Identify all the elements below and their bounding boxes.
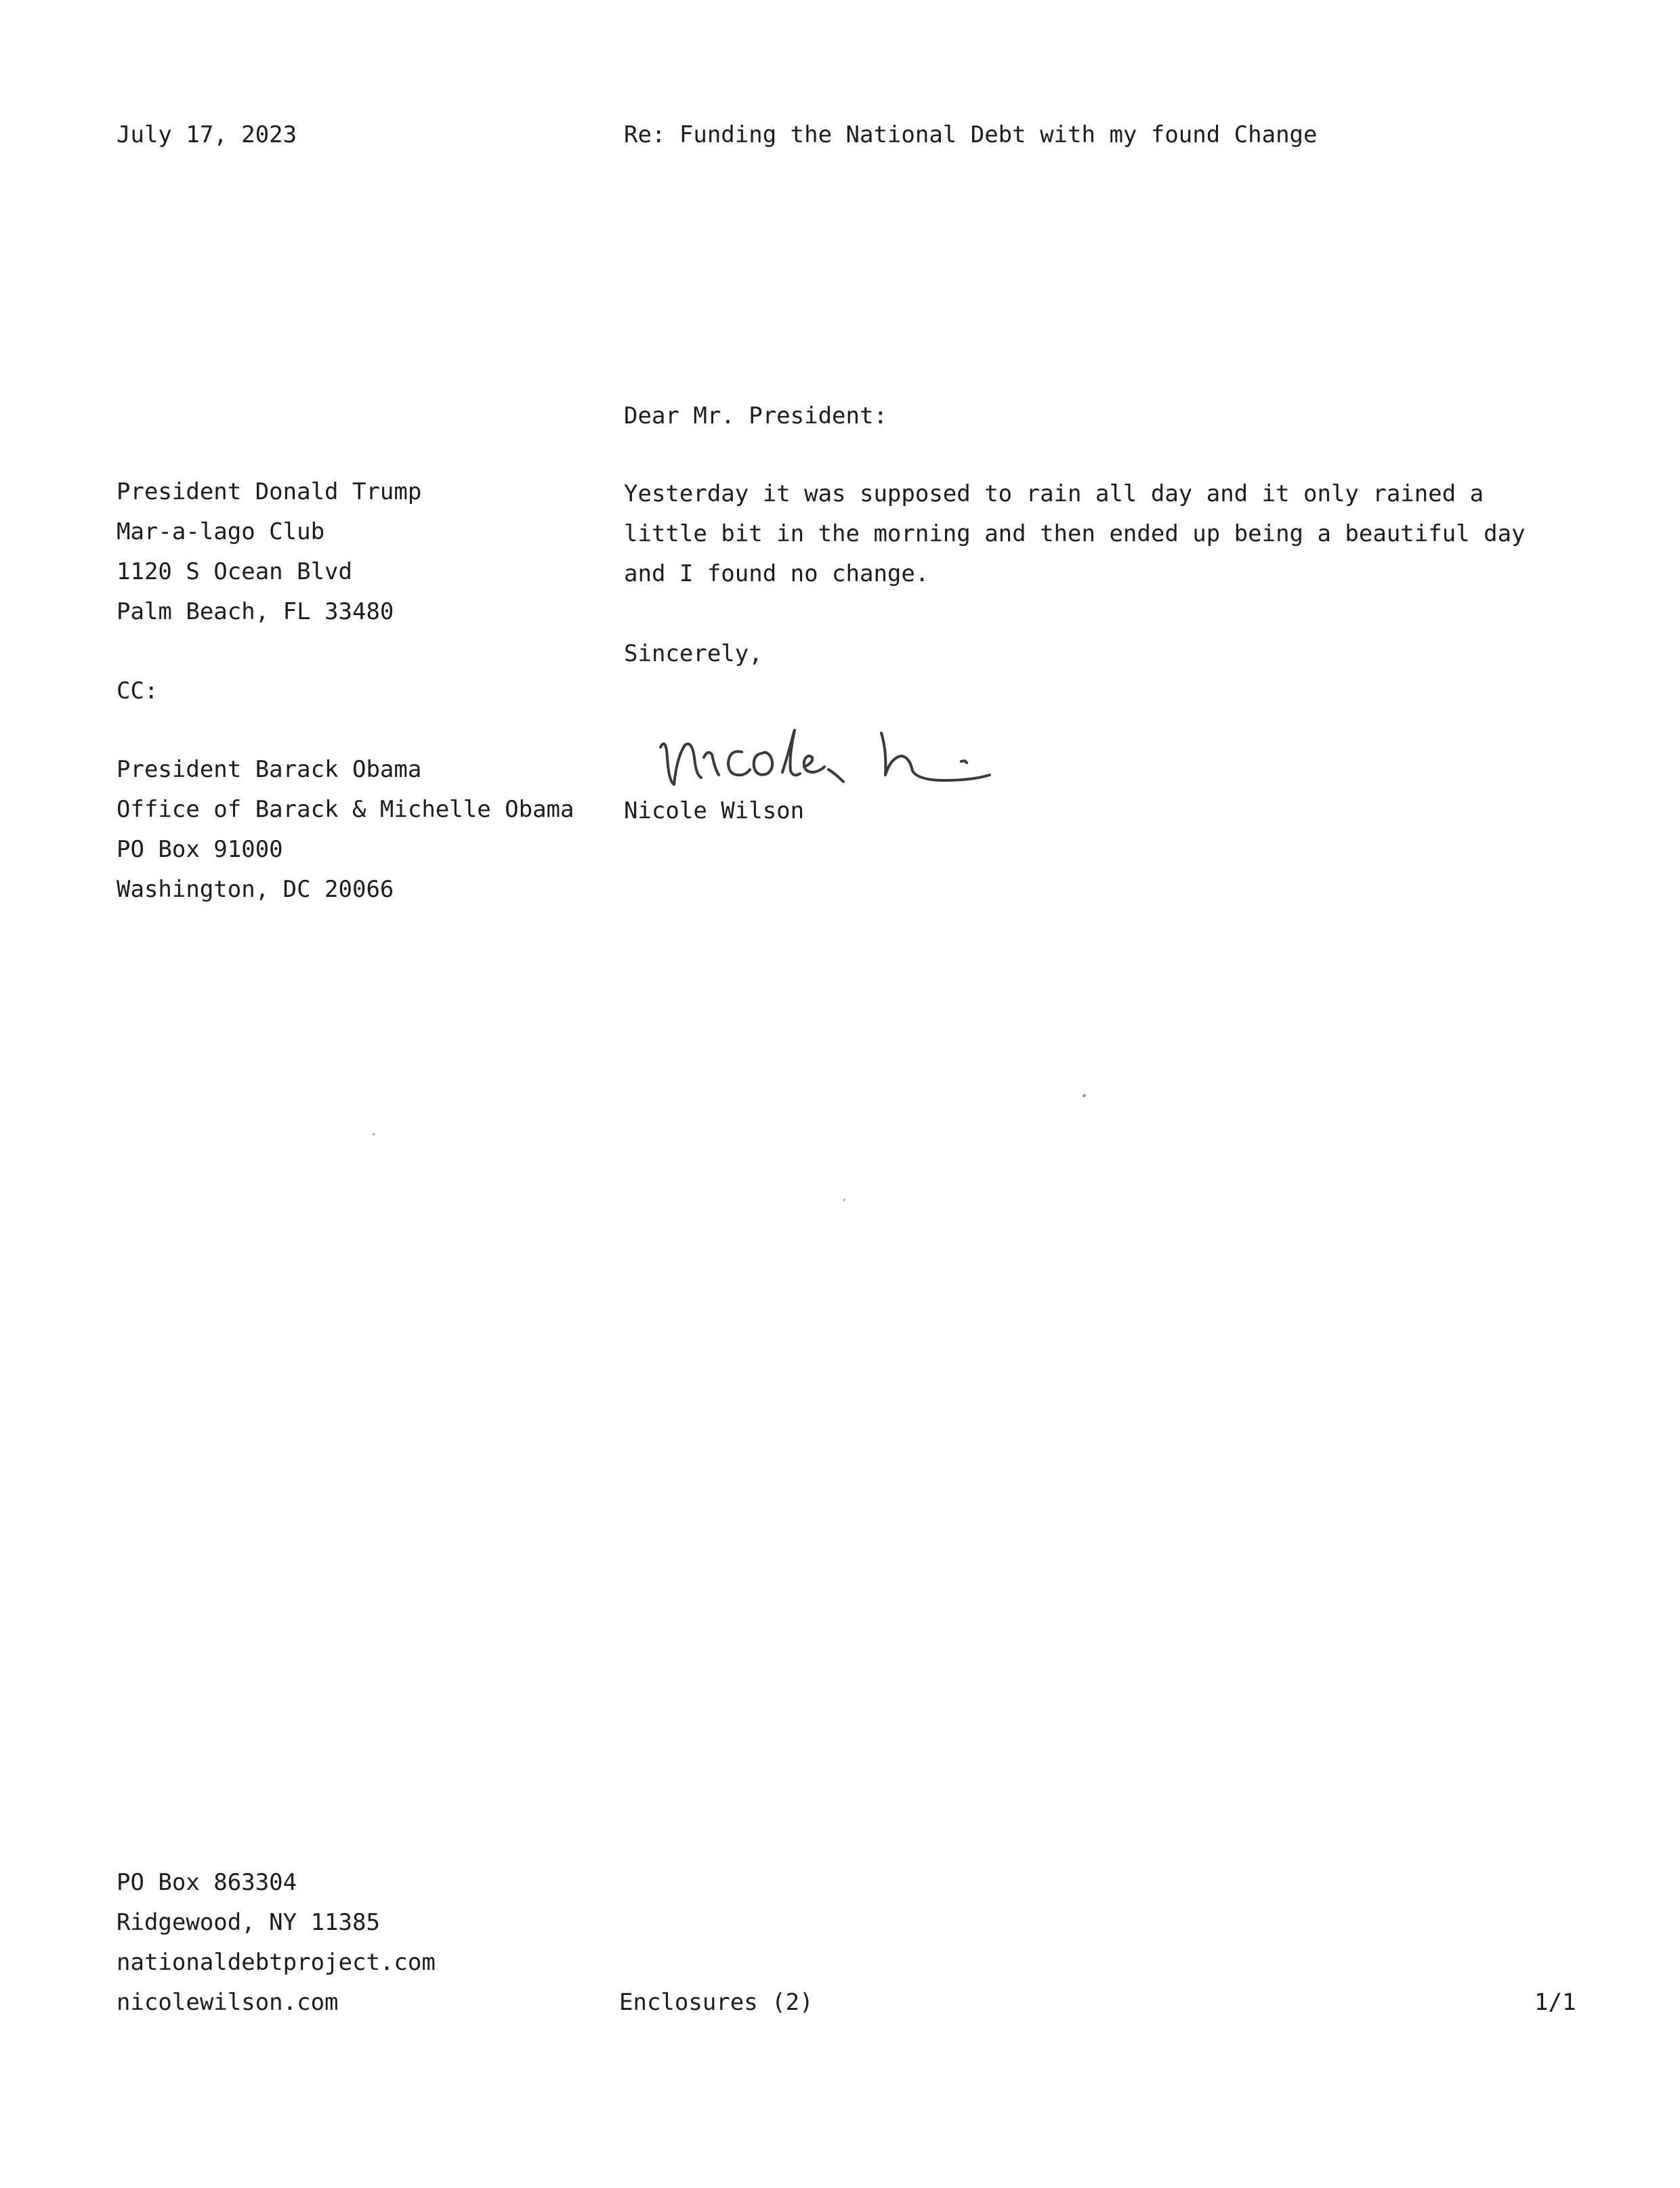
recipient-line: 1120 S Ocean Blvd	[117, 558, 352, 585]
enclosures-text: Enclosures (2)	[619, 1989, 814, 2016]
subject-text: Re: Funding the National Debt with my found Change	[624, 121, 1318, 148]
closing	[624, 634, 763, 674]
cc-recipient-address	[117, 750, 574, 910]
recipient-line: Mar-a-lago Club	[117, 518, 325, 545]
body-line: little bit in the morning and then ended up being a beautiful day	[624, 520, 1526, 547]
cc-recipient-line: Office of Barack & Michelle Obama	[117, 796, 574, 823]
salutation	[624, 396, 887, 436]
body-line: Yesterday it was supposed to rain all day and it only rained a	[624, 480, 1484, 507]
sender-line: nationaldebtproject.com	[117, 1949, 436, 1976]
recipient-line: Palm Beach, FL 33480	[117, 598, 394, 625]
handwritten-signature	[654, 710, 1020, 798]
date-text: July 17, 2023	[117, 121, 297, 148]
body-line: and I found no change.	[624, 560, 929, 587]
page-number	[1534, 1983, 1576, 2023]
cc-recipient-line: Washington, DC 20066	[117, 876, 394, 903]
sender-address	[117, 1863, 436, 2023]
cc-label-text: CC:	[117, 677, 159, 704]
sender-line: PO Box 863304	[117, 1869, 297, 1896]
cc-label	[117, 671, 158, 711]
letter-subject	[624, 115, 1318, 155]
sender-line: Ridgewood, NY 11385	[117, 1909, 380, 1936]
enclosures-note	[619, 1983, 814, 2023]
letter-date	[117, 115, 297, 155]
closing-text: Sincerely,	[624, 640, 763, 667]
recipient-address	[117, 472, 421, 632]
salutation-text: Dear Mr. President:	[624, 402, 887, 429]
page-number-text: 1/1	[1534, 1989, 1576, 2016]
paper-speck	[373, 1133, 375, 1135]
signer-name	[624, 791, 804, 831]
sender-line: nicolewilson.com	[117, 1989, 339, 2016]
cc-recipient-line: President Barack Obama	[117, 756, 422, 783]
recipient-line: President Donald Trump	[117, 478, 422, 505]
paper-speck	[1083, 1094, 1086, 1097]
cc-recipient-line: PO Box 91000	[117, 836, 283, 863]
paper-speck	[843, 1199, 845, 1201]
signer-name-text: Nicole Wilson	[624, 797, 805, 824]
letter-body	[624, 474, 1526, 594]
